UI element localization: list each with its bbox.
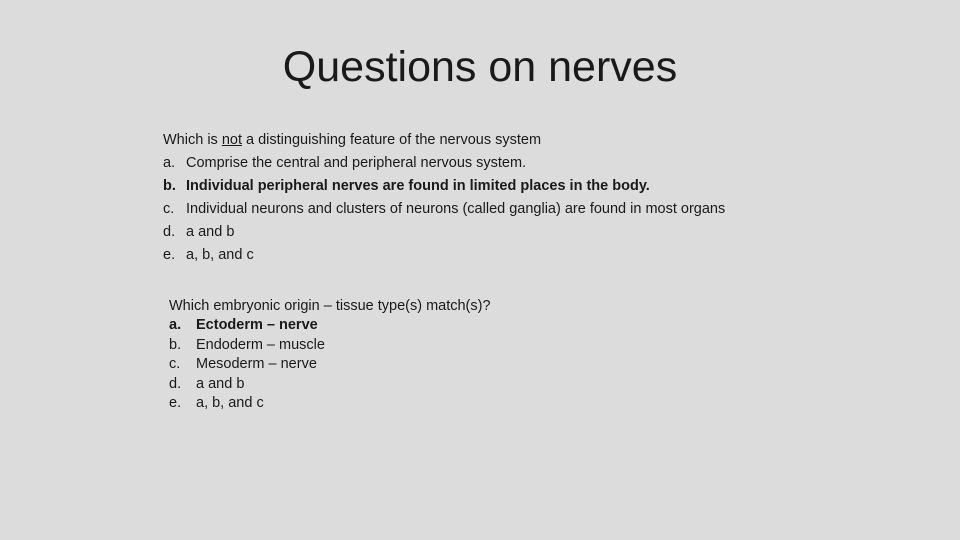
option-letter: b. (163, 178, 176, 194)
question-2-option-a-answer (169, 316, 491, 335)
question-2-option-c (169, 355, 491, 374)
option-letter: e. (169, 395, 182, 412)
option-text: a, b, and c (196, 395, 264, 412)
question-2 (169, 297, 491, 413)
question-1-option-a (163, 152, 725, 175)
option-text: Individual neurons and clusters of neurons (called ganglia) are found in most organs (186, 201, 726, 217)
question-1 (163, 129, 725, 267)
option-letter: a. (169, 317, 182, 334)
question-2-option-d (169, 375, 491, 394)
slide-title: Questions on nerves (282, 43, 678, 91)
option-text: Ectoderm – nerve (196, 317, 318, 334)
option-letter: e. (163, 247, 176, 263)
question-1-option-c (163, 198, 725, 221)
option-letter: a. (163, 155, 176, 171)
question-2-option-e (169, 394, 491, 413)
option-letter: b. (169, 336, 182, 353)
option-letter: c. (163, 201, 175, 217)
question-1-stem (163, 129, 725, 152)
question-2-option-b (169, 336, 491, 355)
option-text: a, b, and c (186, 247, 254, 263)
option-letter: d. (169, 375, 182, 392)
option-text: a and b (196, 375, 245, 392)
question-1-option-d (163, 221, 725, 244)
question-1-stem-before: Which is (163, 132, 222, 148)
option-text: Endoderm – muscle (196, 336, 325, 353)
question-2-stem: Which embryonic origin – tissue type(s) match(s)? (169, 298, 491, 314)
question-1-option-e (163, 244, 725, 267)
question-1-stem-after: a distinguishing feature of the nervous system (242, 132, 542, 148)
option-text: a and b (186, 224, 235, 240)
option-text: Mesoderm – nerve (196, 356, 317, 373)
option-letter: d. (163, 224, 176, 240)
question-1-stem-emphasis: not (221, 132, 242, 148)
option-letter: c. (169, 356, 181, 373)
option-text: Comprise the central and peripheral nervous system. (186, 155, 527, 171)
question-1-option-b-answer (163, 175, 725, 198)
option-text: Individual peripheral nerves are found in limited places in the body. (186, 178, 650, 194)
